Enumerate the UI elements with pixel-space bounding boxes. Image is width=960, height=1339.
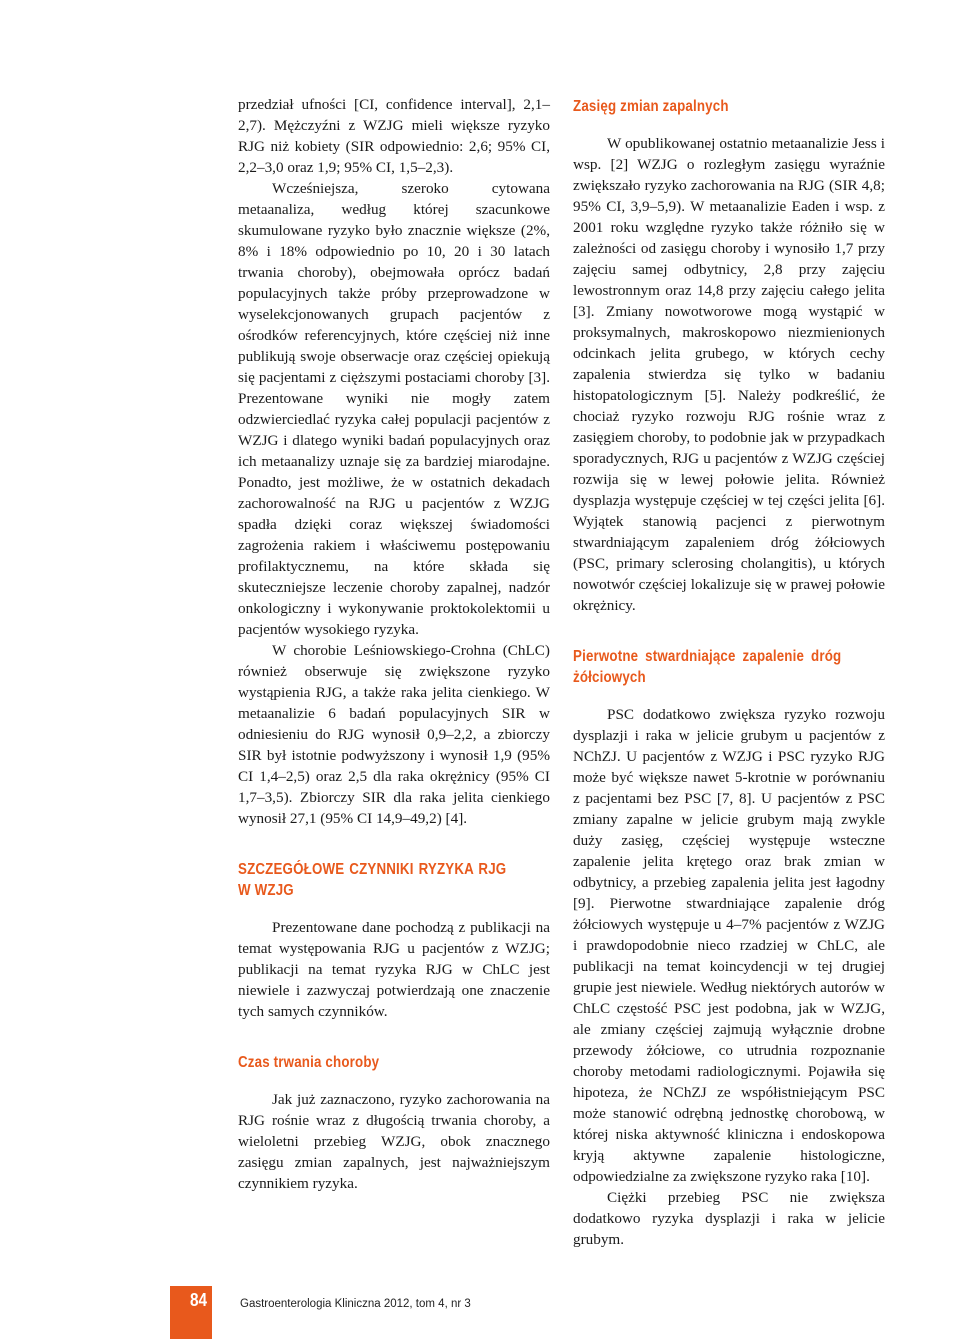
subsection-heading-psc: Pierwotne stwardniające zapalenie dróg żółciowych (573, 648, 842, 686)
section-heading-risk-factors: SZCZEGÓŁOWE CZYNNIKI RYZYKA RJG W WZJG (238, 861, 507, 899)
paragraph-data-sources: Prezentowane dane pochodzą z publikacji na temat występowania RJG u pacjentów z WZJG; publikacji na temat ryzyka RJG w ChLC jest niewiele i zazwyczaj potwierdzają one znaczenie tych samych czynników. (238, 919, 550, 1020)
paragraph-duration: Jak już zaznaczono, ryzyko zachorowania na RJG rośnie wraz z długością trwania choroby, a wieloletni przebieg WZJG, obok znacznego zasięgu zmian zapalnych, jest najważniejszym czynnikiem ryzyka. (238, 1091, 550, 1192)
right-column (573, 94, 885, 1250)
paragraph-psc: PSC dodatkowo zwiększa ryzyko rozwoju dysplazji i raka w jelicie grubym u pacjentów z NChZJ. U pacjentów z WZJG i PSC ryzyko RJG może być większe nawet 5-krotnie w porównaniu z pacjentami bez PSC [7, 8]. U pacjentów z PSC zmiany zapalne w jelicie grubym mają zwykle duży zasięg, częściej występuje wsteczne zapalenie jelita krętego oraz brak zmian w odbytnicy, a przebieg zapalenia jelita jest łagodny [9]. Pierwotne stwardniające zapalenie dróg żółciowych występuje u 4–7% pacjentów z WZJG i prawdopodobnie nieco rzadziej w ChLC, ale publikacji na temat koincydencji w tej drugiej grupie jest niewiele. Według niektórych autorów w ChLC częstość PSC jest podobna, jak w WZJG, ale zmiany częściej zajmują wyłącznie drobne przewody żółciowe, co utrudnia rozpoznanie choroby metodami radiologicznymi. Pojawiła się hipoteza, że NChZJ ze współistniejącym PSC może stanowić odrębną jednostkę chorobową, w której niska aktywność kliniczna i endoskopowa kryją aktywne zapalenie histologiczne, odpowiedzialne za zwiększone ryzyko raka [10]. (573, 706, 885, 1185)
paragraph-ci: przedział ufności [CI, confidence interval], 2,1–2,7). Mężczyźni z WZJG mieli większe ryzyko RJG niż kobiety (SIR odpowiednio: 2,6; 95% CI, 2,2–3,0 oraz 1,9; 95% CI, 1,5–2,3). (238, 96, 550, 176)
paragraph-psc-severity: Ciężki przebieg PSC nie zwiększa dodatkowo ryzyka dysplazji i raka w jelicie grubym. (573, 1189, 885, 1248)
paragraph-metaanalysis: Wcześniejsza, szeroko cytowana metaanaliza, według której szacunkowe skumulowane ryzyko było znacznie większe (2%, 8% i 18% odpowiednio po 10, 20 i 30 latach trwania choroby), obejmowała oprócz badań populacyjnych także próby przeprowadzone w wyselekcjonowanych grupach pacjentów z ośrodków referencyjnych, które częściej niż inne publikują swoje obserwacje oraz częściej opiekują się pacjentami z cięższymi postaciami choroby [3]. Prezentowane wyniki nie mogły zatem odzwierciedlać ryzyka całej populacji pacjentów z WZJG i dlatego wyniki badań populacyjnych oraz ich metaanalizy uznaje się za bardziej miarodajne. Ponadto, jest możliwe, że w ostatnich dekadach zachorowalność na RJG u pacjentów z WZJG spadła dzięki coraz większej świadomości zagrożenia rakiem i właściwemu postępowaniu profilaktycznemu, na które składa się skuteczniejsze leczenie choroby zapalnej, nadzór onkologiczny i wykonywanie proktokolektomii u pacjentów wysokiego ryzyka. (238, 180, 550, 638)
left-column (238, 94, 550, 1194)
paragraph-extent: W opublikowanej ostatnio metaanalizie Jess i wsp. [2] WZJG o rozległym zasięgu wyraźnie zwiększało ryzyko zachorowania na RJG (SIR 4,8; 95% CI, 3,9–5,9). W metaanalizie Eaden i wsp. z 2001 roku względne ryzyko także różniło się w zależności od zasięgu choroby i wynosiło 1,7 przy zajęciu samej odbytnicy, 2,8 przy zajęciu lewostronnym oraz 14,8 przy zajęciu całego jelita [3]. Zmiany nowotworowe mogą wystąpić w proksymalnych, makroskopowo niezmienionych odcinkach jelita grubego, w których cechy zapalenia stwierdza się tylko w badaniu histopatologicznym [5]. Należy podkreślić, że chociaż ryzyko rozwoju RJG rośnie wraz z zasięgiem choroby, to podobnie jak w przypadkach sporadycznych, RJG u pacjentów z WZJG częściej rozwija się w lewej połowie jelita. Również dysplazja występuje częściej w tej części jelita [6]. Wyjątek stanowią pacjenci z pierwotnym stwardniającym zapaleniem dróg żółciowych (PSC, primary sclerosing cholangitis), u których nowotwór częściej lokalizuje się w prawej połowie okrężnicy. (573, 135, 885, 614)
subsection-heading-extent: Zasięg zmian zapalnych (573, 98, 729, 115)
paragraph-crohn: W chorobie Leśniowskiego-Crohna (ChLC) również obserwuje się zwiększone ryzyko wystąpienia RJG, a także raka jelita cienkiego. W metaanalizie 6 badań populacyjnych SIR w odniesieniu do RJG wynosił 0,9–2,2, a zbiorczy SIR był istotnie podwyższony i wynosił 1,9 (95% CI 1,4–2,5) oraz 2,5 dla raka okrężnicy (95% CI 1,7–3,5). Zbiorczy SIR dla raka jelita cienkiego wynosił 27,1 (95% CI 14,9–49,2) [4]. (238, 642, 550, 827)
subsection-heading-duration: Czas trwania choroby (238, 1054, 380, 1071)
page-number: 84 (190, 1290, 208, 1310)
journal-citation: Gastroenterologia Kliniczna 2012, tom 4, nr 3 (240, 1298, 471, 1310)
